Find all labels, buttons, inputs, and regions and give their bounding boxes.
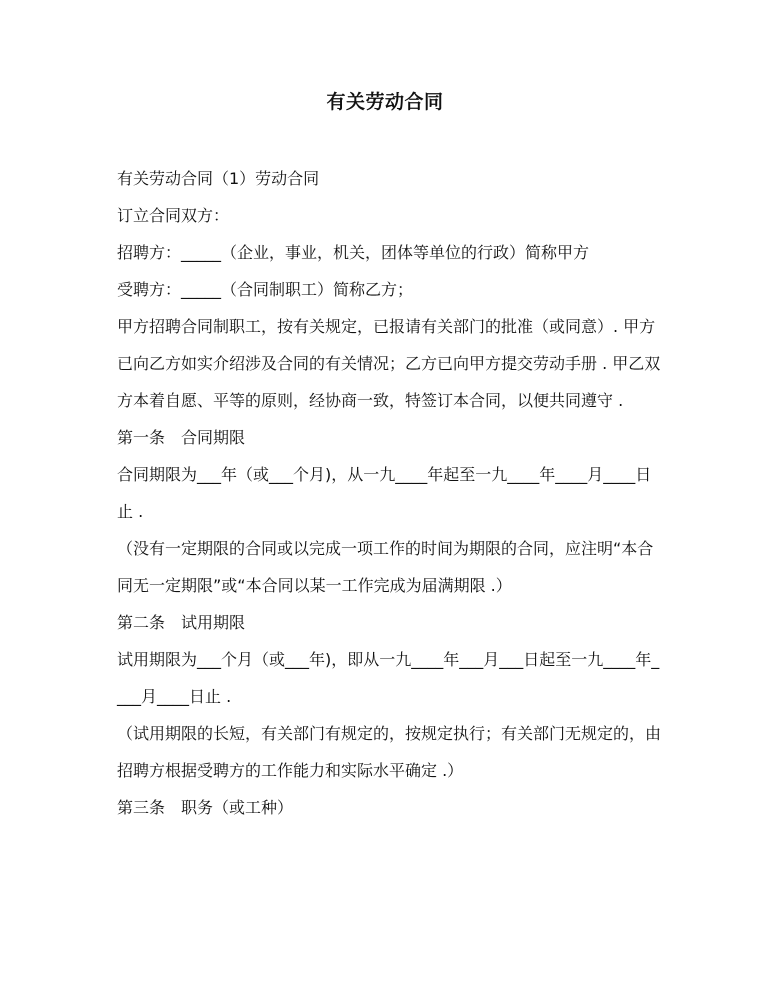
document-title: 有关劳动合同 (326, 91, 444, 113)
article-2-term: 试用期限为___个月（或___年)，即从一九____年___月___日起至一九____年____月____日止 . (117, 650, 660, 706)
article-3-heading: 第三条 职务（或工种） (117, 798, 294, 817)
article-1-note: （没有一定期限的合同或以完成一项工作的时间为期限的合同，应注明“本合同无一定期限”或“本合同以某一工作完成为届满期限 .） (117, 539, 654, 595)
paragraph-preamble: 甲方招聘合同制职工，按有关规定，已报请有关部门的批准（或同意）. 甲方已向乙方如实介绍涉及合同的有关情况；乙方已向甲方提交劳动手册 . 甲乙双方本着自愿、平等的原则，经协商一致，特签订本合同，以便共同遵守 . (117, 317, 661, 410)
paragraph-parties-label: 订立合同双方： (117, 206, 230, 225)
article-2-note: （试用期限的长短，有关部门有规定的，按规定执行；有关部门无规定的，由招聘方根据受聘方的工作能力和实际水平确定 .） (117, 724, 662, 780)
article-2-heading: 第二条 试用期限 (117, 613, 246, 632)
paragraph-employer: 招聘方：_____（企业，事业，机关，团体等单位的行政）简称甲方 (117, 243, 590, 262)
article-1-term: 合同期限为___年（或___个月)，从一九____年起至一九____年____月____日止 . (117, 465, 652, 521)
article-1-heading: 第一条 合同期限 (117, 428, 246, 447)
document-body (117, 160, 662, 826)
paragraph-heading-line: 有关劳动合同（1）劳动合同 (117, 169, 320, 188)
paragraph-employee: 受聘方：_____（合同制职工）简称乙方； (117, 280, 414, 299)
